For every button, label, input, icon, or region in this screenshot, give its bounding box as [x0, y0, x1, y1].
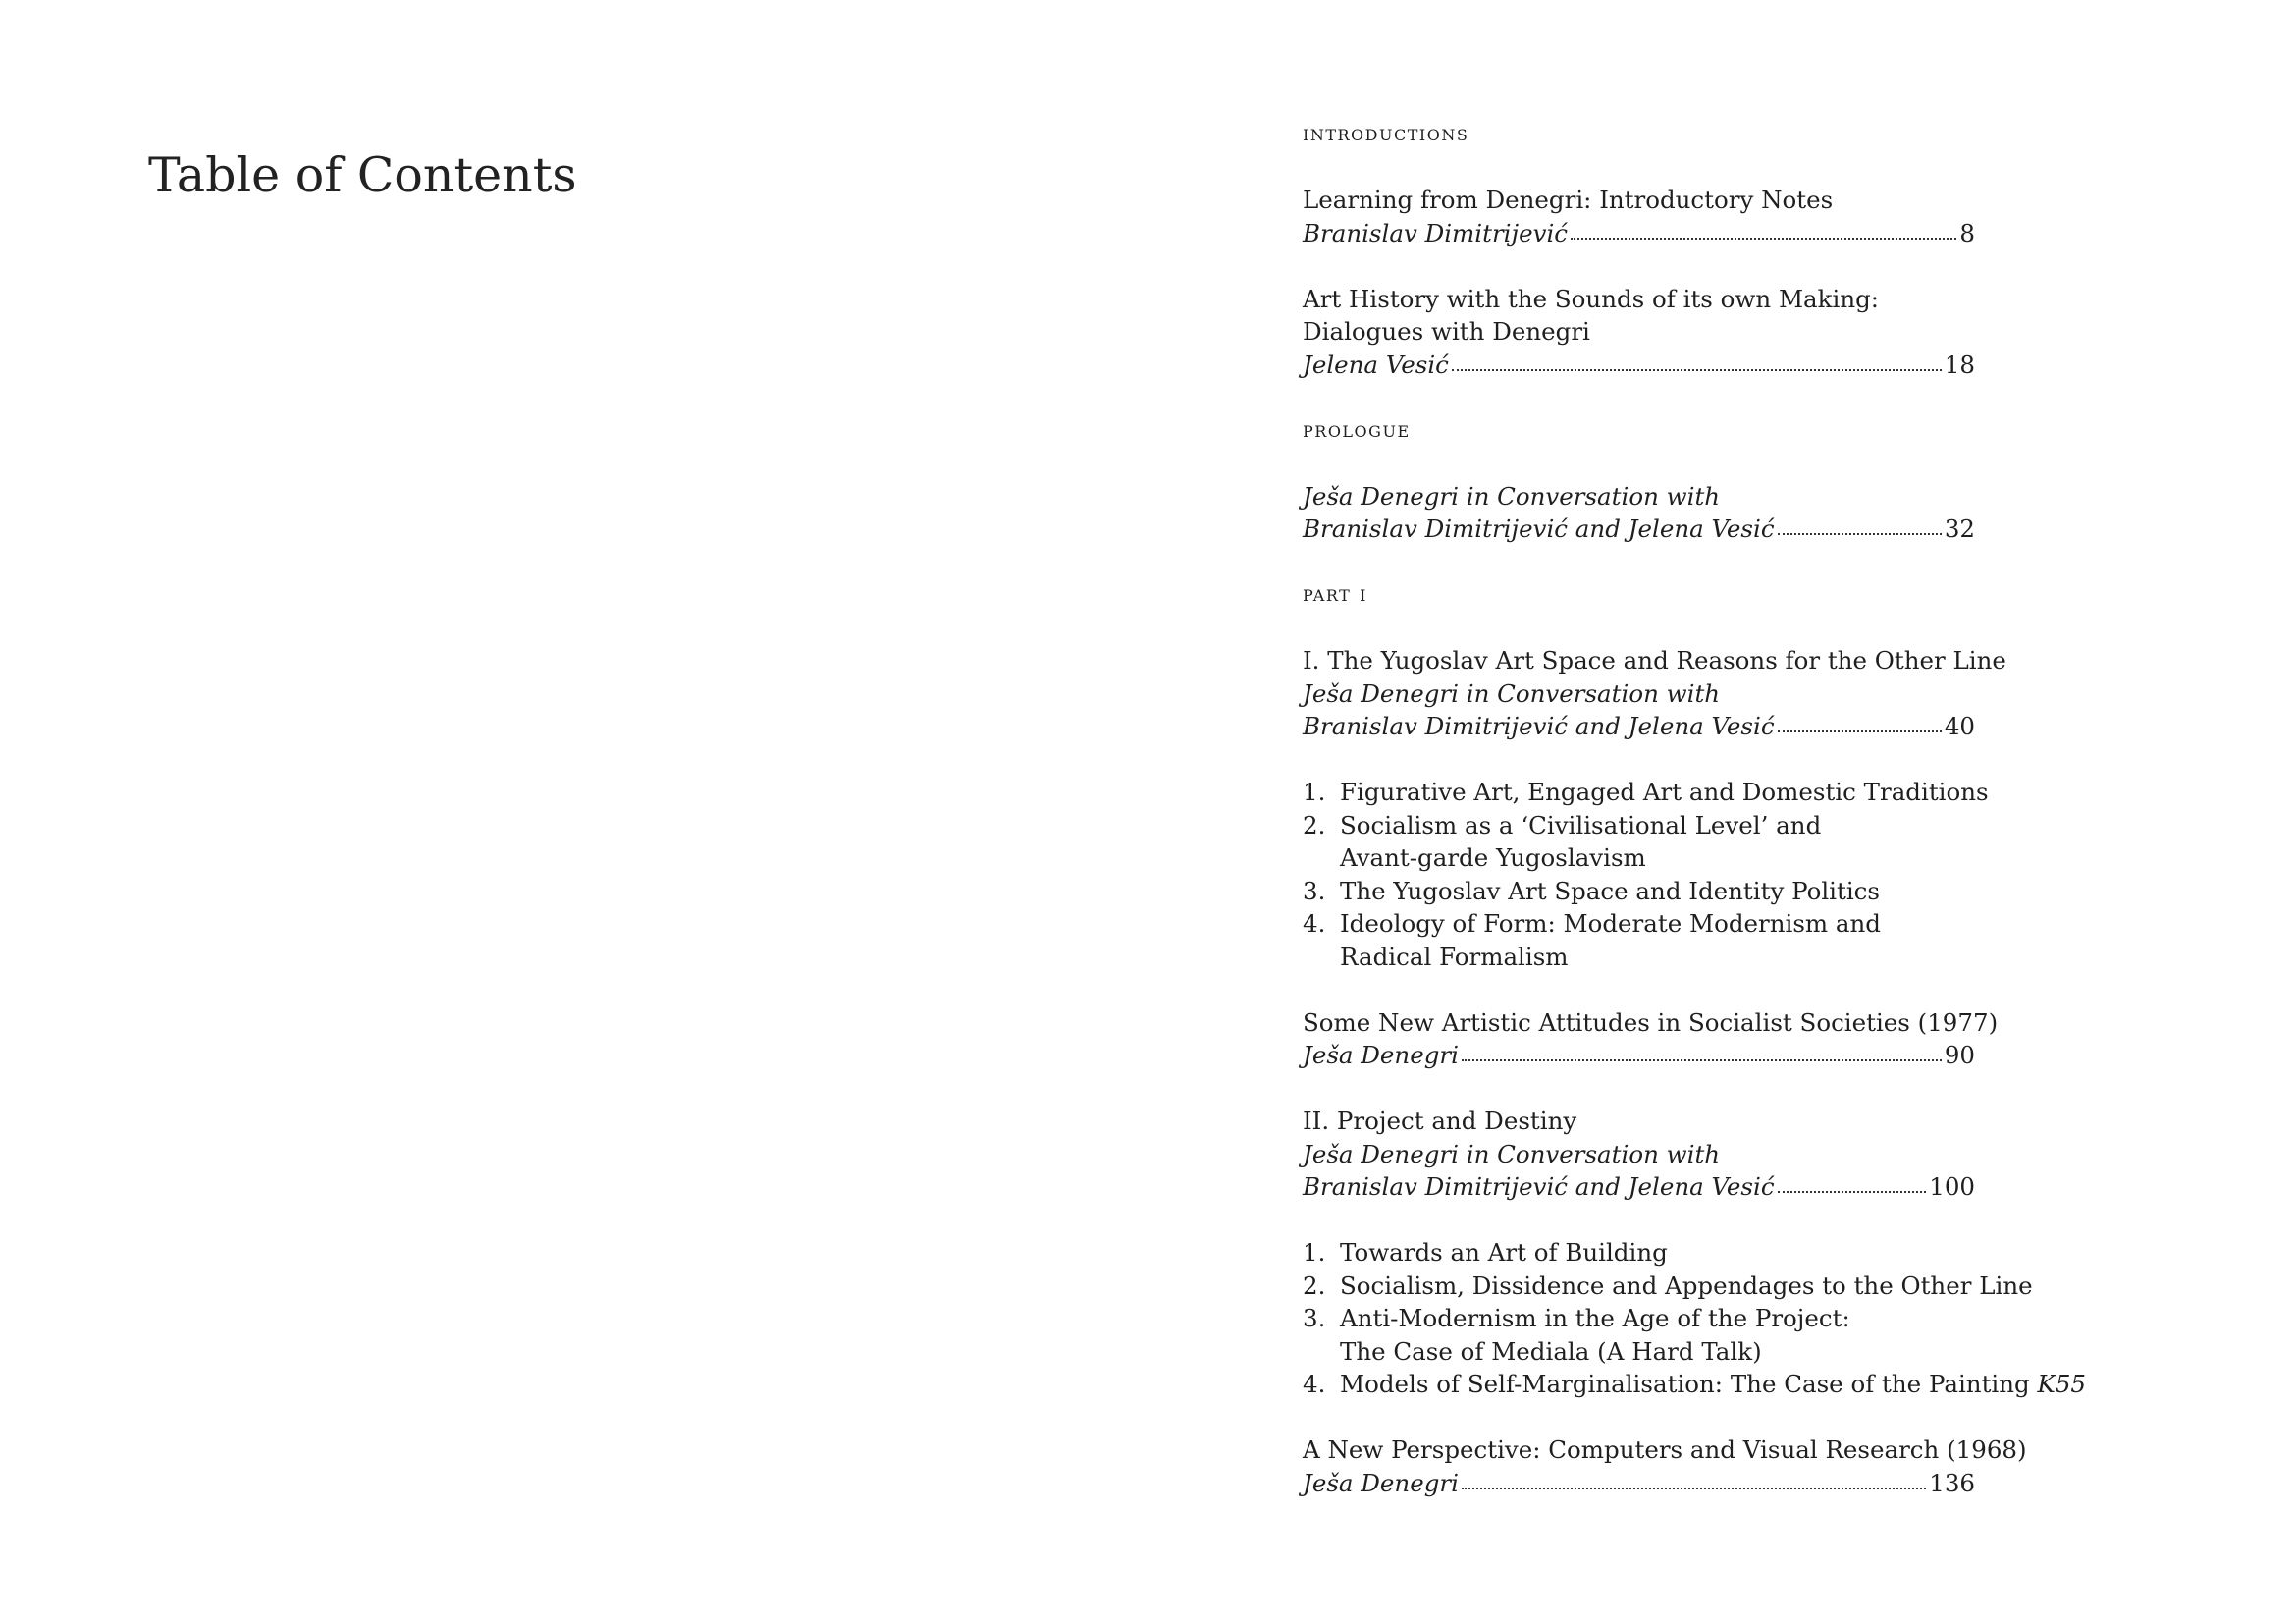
entry-title: Learning from Denegri: Introductory Notes	[1303, 186, 1834, 214]
item-text-continued: The Case of Mediala (A Hard Talk)	[1340, 1336, 1762, 1366]
section-label-part-1: part i	[1303, 581, 1367, 607]
item-number: 2.	[1303, 810, 1326, 839]
item-text-italic: K55	[2037, 1370, 2086, 1398]
item-text: Towards an Art of Building	[1340, 1238, 1668, 1267]
entry-title: Dialogues with Denegri	[1303, 317, 1590, 346]
chapter-title: I. The Yugoslav Art Space and Reasons for the Other Line	[1303, 646, 2006, 675]
item-number: 4.	[1303, 909, 1326, 938]
page-number: 100	[1929, 1172, 1975, 1201]
entry-author-line	[1303, 1467, 1975, 1500]
leader-dots	[1778, 1171, 1927, 1196]
item-text: Anti-Modernism in the Age of the Project:	[1340, 1304, 1850, 1332]
leader-dots	[1462, 1040, 1942, 1064]
entry-author-line	[1303, 349, 1975, 382]
item-text-continued: Radical Formalism	[1340, 942, 1569, 971]
item-text: Models of Self-Marginalisation: The Case of the Painting	[1340, 1370, 2030, 1398]
entry-author-line	[1303, 217, 1975, 250]
leader-dots	[1452, 349, 1942, 373]
item-number: 1.	[1303, 778, 1326, 806]
page-number: 8	[1959, 218, 1975, 247]
item-number: 3.	[1303, 876, 1326, 905]
entry-subtitle: Ješa Denegri in Conversation with	[1303, 1139, 1721, 1168]
section-label-prologue: prologue	[1303, 416, 1411, 443]
entry-subtitle: Ješa Denegri in Conversation with	[1303, 678, 1721, 708]
list-item	[1303, 1270, 2033, 1303]
page-title: Table of Contents	[148, 146, 577, 203]
item-text: Socialism as a ‘Civilisational Level’ and	[1340, 810, 1822, 839]
list-item	[1303, 875, 1975, 908]
entry-title: Art History with the Sounds of its own Making:	[1303, 284, 1880, 313]
item-number: 4.	[1303, 1370, 1326, 1398]
leader-dots	[1778, 711, 1942, 735]
entry-author: Ješa Denegri	[1303, 1041, 1459, 1069]
page-number: 90	[1944, 1041, 1975, 1069]
list-item	[1303, 907, 1975, 941]
entry-author: Branislav Dimitrijević	[1303, 218, 1569, 247]
list-item	[1303, 1368, 2086, 1401]
item-number: 1.	[1303, 1238, 1326, 1267]
entry-author: Branislav Dimitrijević and Jelena Vesić	[1303, 514, 1775, 543]
item-number: 3.	[1303, 1304, 1326, 1332]
leader-dots	[1462, 1467, 1926, 1491]
item-text: Socialism, Dissidence and Appendages to the Other Line	[1340, 1271, 2033, 1300]
page-number: 32	[1944, 514, 1975, 543]
entry-title: Some New Artistic Attitudes in Socialist Societies (1977)	[1303, 1007, 1999, 1037]
entry-title: A New Perspective: Computers and Visual Research (1968)	[1303, 1435, 2027, 1464]
entry-author-line	[1303, 710, 1975, 743]
entry-author: Branislav Dimitrijević and Jelena Vesić	[1303, 712, 1775, 740]
leader-dots	[1571, 217, 1956, 242]
item-text: Figurative Art, Engaged Art and Domestic Traditions	[1340, 778, 1989, 806]
list-item	[1303, 1302, 1975, 1335]
entry-author-line	[1303, 1039, 1975, 1072]
page-number: 40	[1944, 712, 1975, 740]
leader-dots	[1778, 514, 1942, 538]
list-item	[1303, 809, 1975, 842]
entry-author: Jelena Vesić	[1303, 350, 1449, 379]
entry-author-line	[1303, 513, 1975, 546]
entry-subtitle: Ješa Denegri in Conversation with	[1303, 481, 1721, 511]
list-item	[1303, 1236, 1975, 1270]
list-item	[1303, 776, 1989, 809]
entry-author-line	[1303, 1170, 1975, 1204]
chapter-title: II. Project and Destiny	[1303, 1107, 1577, 1135]
entry-author: Ješa Denegri	[1303, 1468, 1459, 1497]
table-of-contents	[1303, 118, 2086, 1499]
item-text: The Yugoslav Art Space and Identity Politics	[1340, 876, 1880, 905]
entry-author: Branislav Dimitrijević and Jelena Vesić	[1303, 1172, 1775, 1201]
item-text-wrapper	[1340, 1368, 2086, 1401]
item-text-continued: Avant-garde Yugoslavism	[1340, 843, 1646, 872]
item-number: 2.	[1303, 1271, 1326, 1300]
item-text: Ideology of Form: Moderate Modernism and	[1340, 909, 1881, 938]
page-number: 18	[1944, 350, 1975, 379]
section-label-introductions: introductions	[1303, 121, 1469, 146]
page-number: 136	[1929, 1468, 1975, 1497]
